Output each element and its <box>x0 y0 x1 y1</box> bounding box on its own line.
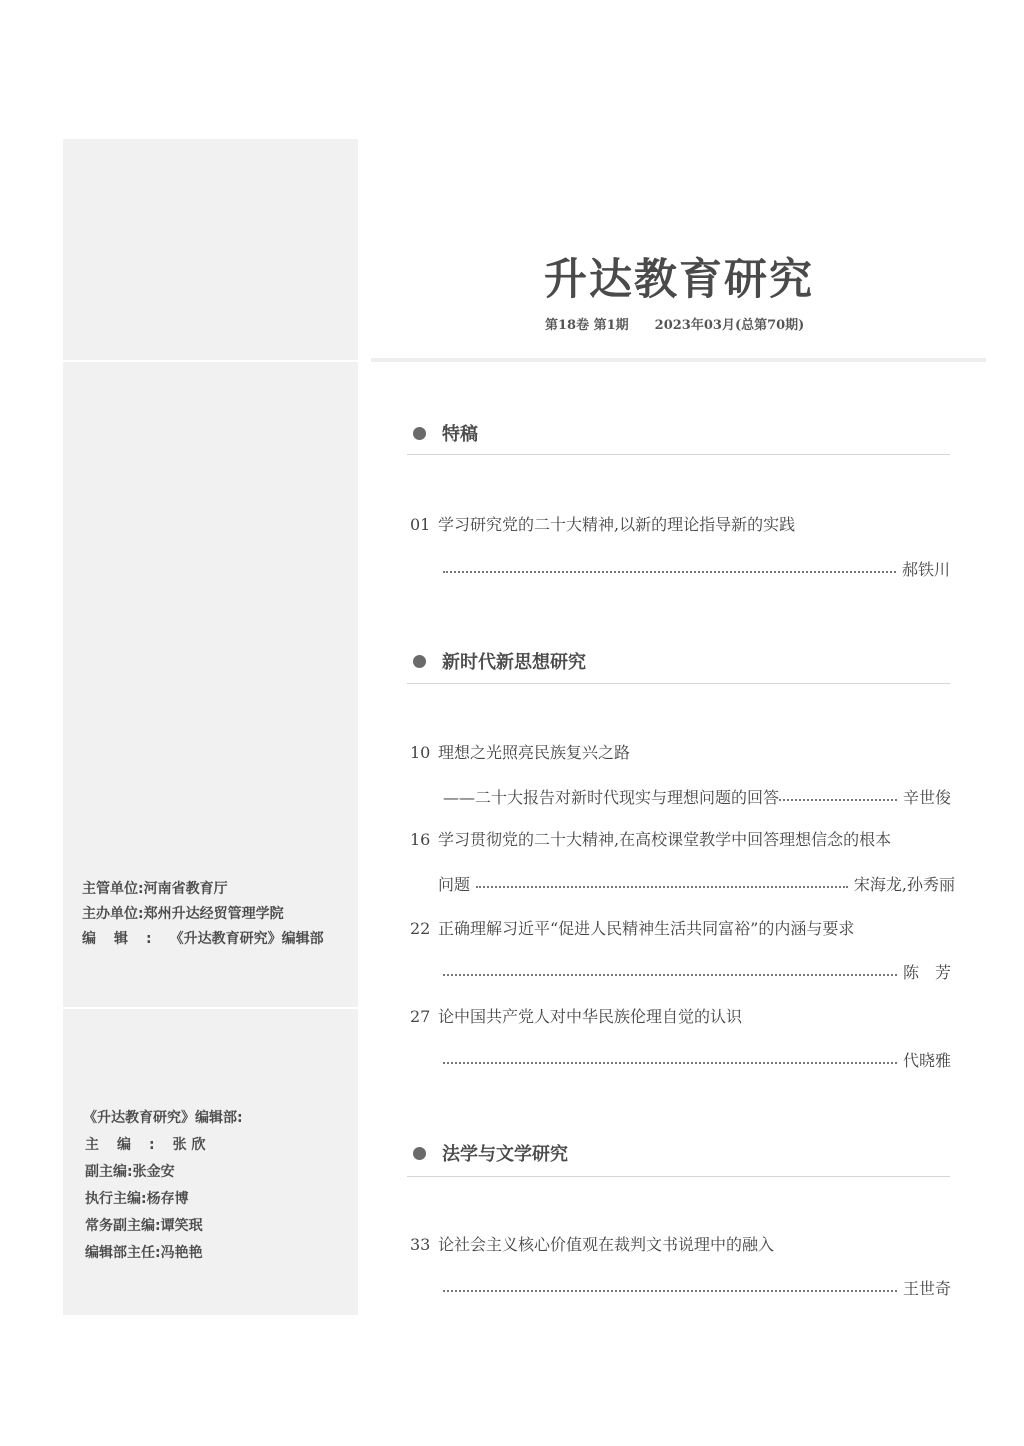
journal-title: 升达教育研究 <box>544 255 814 305</box>
volume-issue: 第18卷 第1期 <box>545 318 629 333</box>
article-title-cont: 问题 <box>438 875 471 894</box>
dot-leader <box>476 874 848 888</box>
dot-leader <box>443 1050 897 1064</box>
section-title: 法学与文学研究 <box>442 1144 568 1165</box>
page-number: 10 <box>410 743 431 762</box>
sponsor-value: 郑州升达经贸管理学院 <box>143 906 284 922</box>
section-divider <box>407 683 950 684</box>
author-line <box>438 874 955 896</box>
article-entry[interactable] <box>410 1006 742 1028</box>
article-entry[interactable] <box>410 829 891 851</box>
editorial-heading: 《升达教育研究》编辑部: <box>83 1110 243 1126</box>
page-number: 16 <box>410 830 431 849</box>
article-entry[interactable] <box>410 514 795 536</box>
section-heading <box>413 1140 568 1166</box>
sponsor-info <box>82 877 324 952</box>
article-title: 理想之光照亮民族复兴之路 <box>438 743 631 762</box>
dot-leader <box>443 559 896 573</box>
staff-value: 谭笑珉 <box>160 1218 203 1234</box>
staff-label: 副主编: <box>85 1164 133 1180</box>
staff-row <box>85 1132 243 1159</box>
sponsor-label: 主办单位: <box>82 906 144 922</box>
sponsor-label: 编辑: <box>82 931 170 947</box>
author-line <box>443 787 951 809</box>
author-line <box>443 559 950 581</box>
staff-row <box>85 1159 243 1186</box>
staff-row <box>85 1213 243 1240</box>
article-entry[interactable] <box>410 742 630 764</box>
sidebar-panel <box>63 139 358 1315</box>
editorial-staff <box>85 1105 243 1267</box>
sidebar-divider <box>63 360 358 362</box>
section-divider <box>407 454 950 455</box>
article-author: 辛世俊 <box>902 788 951 807</box>
sponsor-value: 《升达教育研究》编辑部 <box>169 931 324 947</box>
issue-date: 2023年03月(总第70期) <box>654 318 805 333</box>
page-number: 33 <box>410 1235 431 1254</box>
article-author: 宋海龙,孙秀丽 <box>853 875 955 894</box>
staff-value: 张金安 <box>132 1164 175 1180</box>
article-author: 陈 芳 <box>902 963 951 982</box>
title-divider <box>371 358 986 362</box>
section-heading <box>413 648 586 674</box>
author-line <box>443 1278 951 1300</box>
staff-value: 杨存博 <box>146 1191 189 1207</box>
article-entry[interactable] <box>410 918 854 940</box>
article-title: 论社会主义核心价值观在裁判文书说理中的融入 <box>438 1235 775 1254</box>
issue-info <box>545 314 804 333</box>
article-title: 学习贯彻党的二十大精神,在高校课堂教学中回答理想信念的根本 <box>438 830 892 849</box>
article-author: 代晓雅 <box>902 1051 951 1070</box>
article-title: 正确理解习近平“促进人民精神生活共同富裕”的内涵与要求 <box>438 919 855 938</box>
dot-leader <box>443 1278 897 1292</box>
sidebar-divider <box>63 1007 358 1009</box>
dot-leader <box>443 962 897 976</box>
author-line <box>443 962 951 984</box>
staff-row <box>85 1186 243 1213</box>
section-title: 新时代新思想研究 <box>442 652 586 673</box>
sponsor-row <box>82 877 324 902</box>
bullet-icon <box>413 655 426 668</box>
staff-value: 张 欣 <box>172 1137 206 1153</box>
article-author: 王世奇 <box>902 1279 951 1298</box>
bullet-icon <box>413 1147 426 1160</box>
sponsor-row <box>82 927 324 952</box>
page-number: 27 <box>410 1007 431 1026</box>
page-number: 01 <box>410 515 431 534</box>
staff-label: 常务副主编: <box>85 1218 161 1234</box>
sponsor-label: 主管单位: <box>82 881 144 897</box>
article-title: 学习研究党的二十大精神,以新的理论指导新的实践 <box>438 515 796 534</box>
staff-label: 编辑部主任: <box>85 1245 161 1261</box>
staff-label: 执行主编: <box>85 1191 147 1207</box>
section-heading <box>413 420 478 446</box>
sponsor-value: 河南省教育厅 <box>143 881 228 897</box>
sponsor-row <box>82 902 324 927</box>
article-author: 郝铁川 <box>901 560 950 579</box>
section-divider <box>407 1176 950 1177</box>
author-line <box>443 1050 951 1072</box>
staff-value: 冯艳艳 <box>160 1245 203 1261</box>
section-title: 特稿 <box>442 424 478 445</box>
article-subtitle: ——二十大报告对新时代现实与理想问题的回答 <box>443 788 780 807</box>
bullet-icon <box>413 427 426 440</box>
staff-label: 主编: <box>85 1137 173 1153</box>
dot-leader <box>779 787 897 801</box>
page-number: 22 <box>410 919 431 938</box>
article-entry[interactable] <box>410 1234 774 1256</box>
article-title: 论中国共产党人对中华民族伦理自觉的认识 <box>438 1007 743 1026</box>
staff-row <box>85 1240 243 1267</box>
